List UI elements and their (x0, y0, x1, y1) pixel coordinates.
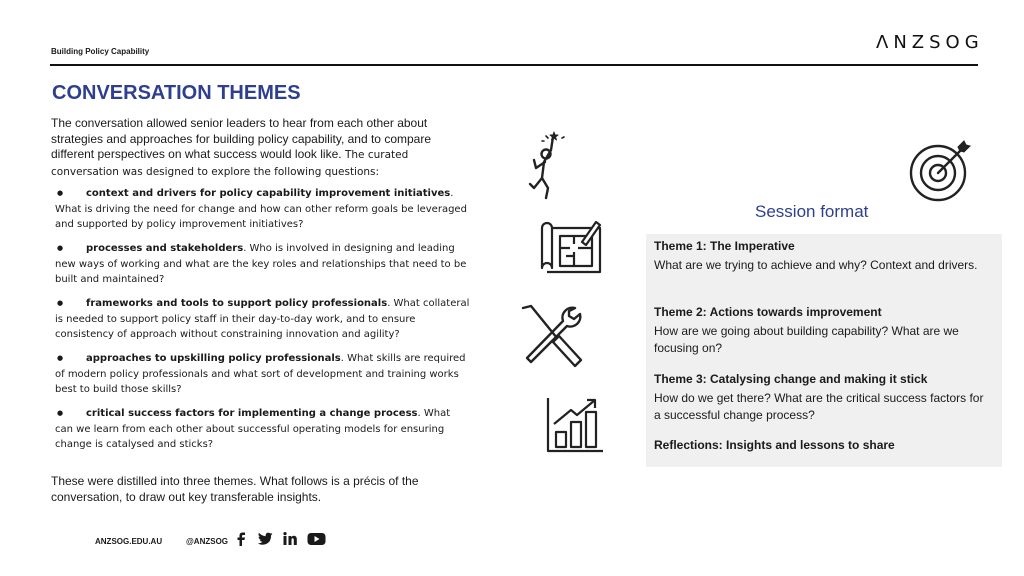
bullet-icon (55, 241, 86, 257)
page-title: CONVERSATION THEMES (52, 82, 301, 104)
twitter-icon[interactable] (256, 532, 273, 546)
session-format-title: Session format (755, 202, 869, 221)
theme-heading: Theme 1: The Imperative (654, 239, 795, 253)
list-item (55, 186, 470, 233)
bullet-text: . What collateral is needed to support policy staff in their day-to-day work, and to ensure consistency of approach without constraining innovation and agility? (55, 298, 470, 340)
bullet-text: . What skills are required of modern policy professionals and what sort of development and training works best to build those skills? (55, 353, 466, 395)
bullet-icon (55, 296, 86, 312)
theme-heading: Reflections: Insights and lessons to share (654, 438, 895, 452)
section-label: Building Policy Capability (51, 47, 150, 56)
theme-body: How are we going about building capability? What are we focusing on? (654, 324, 959, 355)
jumping-person-icon (524, 128, 572, 204)
bullet-text: . What is driving the need for change and how can other reform goals be leveraged and supported by policy improvement initiatives? (55, 188, 467, 230)
outro-paragraph: These were distilled into three themes. What follows is a précis of the conversation, to draw out key transferable insights. (51, 474, 419, 504)
blueprint-icon (538, 218, 604, 276)
list-item (55, 296, 470, 343)
bullet-lead: processes and stakeholders (86, 243, 244, 254)
list-item (55, 241, 470, 288)
header-divider (50, 64, 978, 66)
bullet-text: . Who is involved in designing and leading new ways of working and what are the key roles and relationships that need to be built and maintained? (55, 243, 467, 285)
footer-website-link[interactable]: ANZSOG.EDU.AU (95, 537, 163, 546)
bullet-lead: frameworks and tools to support policy professionals (86, 298, 388, 309)
bullet-lead: critical success factors for implementing a change process (86, 408, 418, 419)
theme-heading: Theme 3: Catalysing change and making it stick (654, 372, 928, 386)
footer-handle-link[interactable]: @ANZSOG (186, 537, 229, 546)
theme-heading: Theme 2: Actions towards improvement (654, 305, 882, 319)
linkedin-icon[interactable] (283, 532, 297, 545)
list-item (55, 406, 470, 453)
intro-main-text: The conversation allowed senior leaders to hear from each other about strategies and approaches for building policy capability, and to compare different perspectives on what success would look like. (51, 116, 432, 161)
bullet-lead: context and drivers for policy capability improvement initiatives (86, 188, 451, 199)
bullet-icon (55, 186, 86, 202)
target-icon (908, 140, 972, 204)
session-format-panel (646, 234, 1002, 467)
bullet-icon (55, 351, 86, 367)
bullet-icon (55, 406, 86, 422)
theme-block (654, 371, 990, 424)
theme-body: How do we get there? What are the critical success factors for a successful change process? (654, 391, 984, 422)
question-list (55, 186, 470, 461)
theme-block (654, 238, 990, 274)
tools-icon (517, 302, 585, 370)
intro-small-text: The curated conversation was designed to explore the following questions: (51, 149, 409, 178)
list-item (55, 351, 470, 398)
youtube-icon[interactable] (307, 532, 326, 546)
theme-body: What are we trying to achieve and why? Context and drivers. (654, 258, 978, 272)
facebook-icon[interactable] (236, 532, 246, 546)
growth-chart-icon (545, 396, 605, 454)
bullet-text: . What can we learn from each other about successful operating models for ensuring change is catalysed and sticks? (55, 408, 451, 450)
theme-block (654, 304, 990, 357)
intro-paragraph (51, 116, 471, 180)
bullet-lead: approaches to upskilling policy professionals (86, 353, 341, 364)
anzsog-logo[interactable]: ΛNZSOG (876, 32, 984, 53)
theme-block (654, 437, 990, 454)
